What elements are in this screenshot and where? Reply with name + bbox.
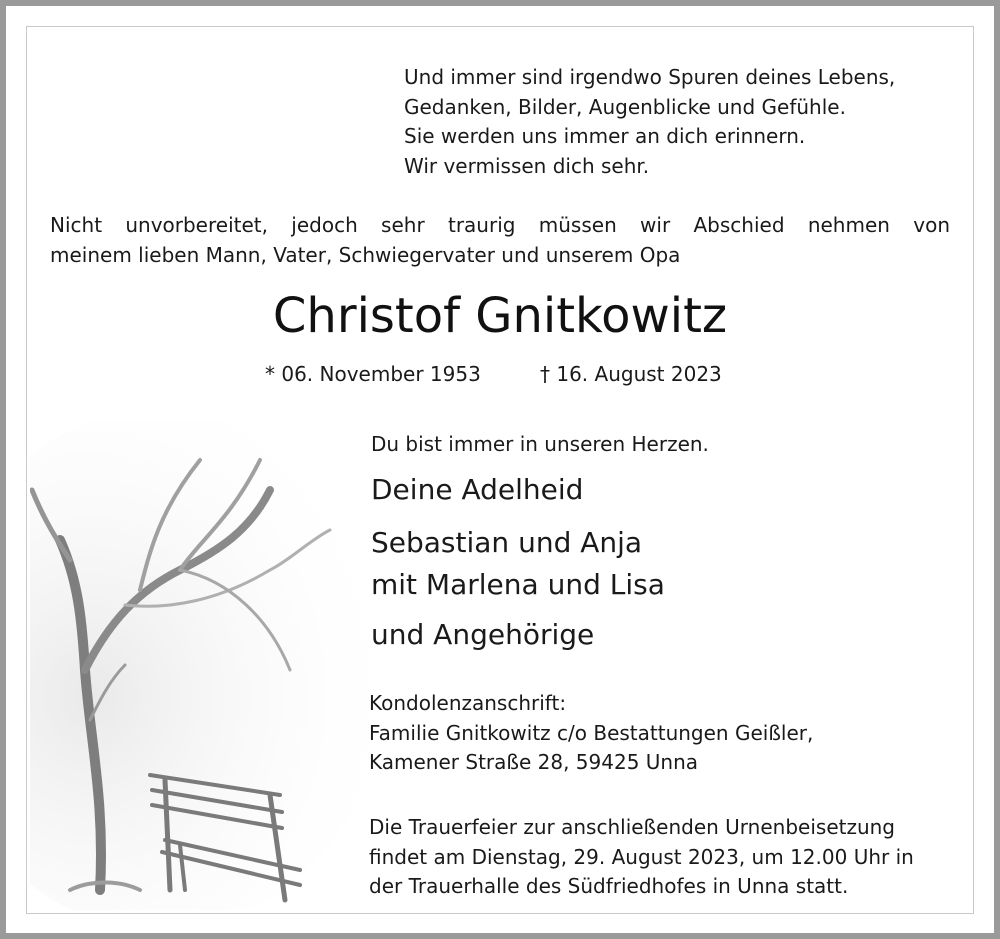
poem-line: Wir vermissen dich sehr. xyxy=(404,153,650,178)
heart-line: Du bist immer in unseren Herzen. xyxy=(371,432,709,456)
announcement-line-2: meinem lieben Mann, Vater, Schwiegervater und unserem Opa xyxy=(50,242,681,267)
family-member: Deine Adelheid xyxy=(371,473,584,506)
memorial-poem xyxy=(404,63,895,181)
birth-date: * 06. November 1953 xyxy=(265,362,481,386)
family-member: mit Marlena und Lisa xyxy=(371,568,665,601)
condolence-line: Kamener Straße 28, 59425 Unna xyxy=(369,750,699,774)
poem-line: Und immer sind irgendwo Spuren deines Lebens, xyxy=(404,65,896,89)
poem-line: Sie werden uns immer an dich erinnern. xyxy=(404,124,806,148)
family-member: und Angehörige xyxy=(371,618,595,651)
funeral-line: Die Trauerfeier zur anschließenden Urnenbeisetzung xyxy=(369,815,896,839)
announcement-line-1: Nicht unvorbereitet, jedoch sehr traurig müssen wir Abschied nehmen von xyxy=(50,213,950,237)
funeral-info xyxy=(369,813,914,902)
funeral-line: der Trauerhalle des Südfriedhofes in Unna statt. xyxy=(369,874,849,898)
condolence-line: Familie Gnitkowitz c/o Bestattungen Geißler, xyxy=(369,720,814,745)
poem-line: Gedanken, Bilder, Augenblicke und Gefühle. xyxy=(404,94,846,119)
family-member: Sebastian und Anja xyxy=(371,526,643,559)
announcement-text xyxy=(50,211,950,270)
funeral-line: findet am Dienstag, 29. August 2023, um 12.00 Uhr in xyxy=(369,844,914,869)
death-date: † 16. August 2023 xyxy=(540,362,722,386)
condolence-address xyxy=(369,689,813,778)
tree-bench-illustration xyxy=(30,420,370,910)
deceased-name: Christof Gnitkowitz xyxy=(272,288,728,344)
condolence-line: Kondolenzanschrift: xyxy=(369,691,567,715)
